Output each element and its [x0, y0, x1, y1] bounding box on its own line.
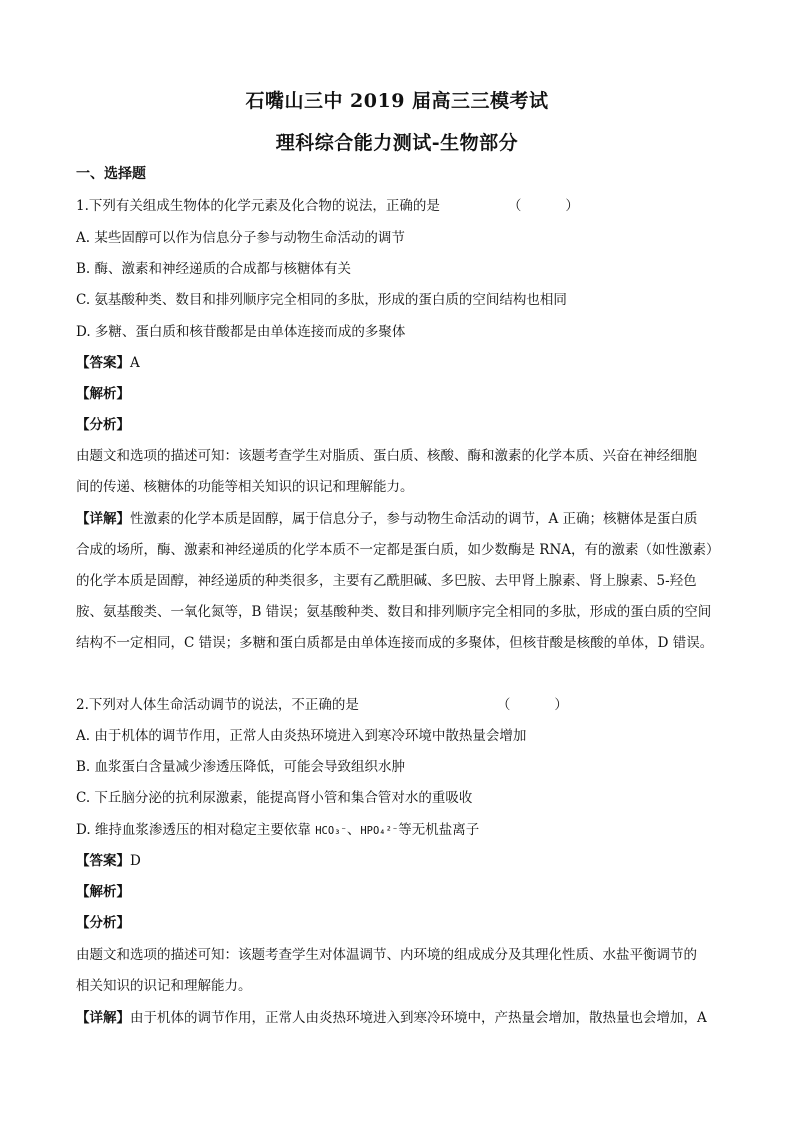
- answer-tag: 【答案】: [76, 355, 130, 371]
- question-1-option-c: C. 氨基酸种类、数目和排列顺序完全相同的多肽，形成的蛋白质的空间结构也相同: [76, 292, 567, 308]
- question-2-text: 2.下列对人体生命活动调节的说法，不正确的是: [76, 697, 359, 713]
- question-2-analysis-tag: 【分析】: [76, 915, 130, 931]
- ion-hydrogen-phosphate: HPO₄²⁻: [360, 825, 399, 837]
- section-heading: 一、选择题: [76, 166, 146, 182]
- detail-tag: 【详解】: [76, 511, 130, 527]
- question-1-detail-line-2: 合成的场所，酶、激素和神经递质的化学本质不一定都是蛋白质，如少数酶是 RNA，有的激素（如性激素）: [76, 542, 720, 558]
- question-1-option-d: D. 多糖、蛋白质和核苷酸都是由单体连接而成的多聚体: [76, 324, 406, 340]
- answer-value: A: [130, 355, 140, 371]
- question-2-option-d: D. 维持血浆渗透压的相对稳定主要依靠 HCO₃⁻、HPO₄²⁻等无机盐离子: [76, 822, 480, 838]
- question-1-option-b: B. 酶、激素和神经递质的合成都与核糖体有关: [76, 261, 352, 277]
- question-2-option-a: A. 由于机体的调节作用，正常人由炎热环境进入到寒冷环境中散热量会增加: [76, 728, 527, 744]
- question-1-detail-line-4: 胺、氨基酸类、一氧化氮等，B 错误；氨基酸种类、数目和排列顺序完全相同的多肽，形成的蛋白质的空间: [76, 604, 712, 620]
- question-1-answer-blank: （ ）: [507, 198, 579, 214]
- question-2-option-c: C. 下丘脑分泌的抗利尿激素，能提高肾小管和集合管对水的重吸收: [76, 790, 473, 806]
- question-1-analysis-line-1: 由题文和选项的描述可知：该题考查学生对脂质、蛋白质、核酸、酶和激素的化学本质、兴奋在神经细胞: [76, 448, 697, 464]
- question-1-detail-line-5: 结构不一定相同，C 错误；多糖和蛋白质都是由单体连接而成的多聚体，但核苷酸是核酸的单体，D 错误。: [76, 635, 714, 651]
- question-2-answer-blank: （ ）: [496, 697, 568, 713]
- ion-bicarbonate: HCO₃⁻: [315, 825, 347, 837]
- question-2-stem: [76, 696, 726, 714]
- question-1-analysis-line-2: 间的传递、核糖体的功能等相关知识的识记和理解能力。: [76, 479, 414, 495]
- question-2-answer: [76, 852, 726, 870]
- question-1-stem: [76, 197, 726, 215]
- detail-tag: 【详解】: [76, 1010, 130, 1026]
- question-1-detail-line-1: 【详解】性激素的化学本质是固醇，属于信息分子，参与动物生命活动的调节，A 正确；核糖体是蛋白质: [76, 511, 698, 527]
- question-1-text: 1.下列有关组成生物体的化学元素及化合物的说法，正确的是: [76, 198, 440, 214]
- question-2-explain-tag: 【解析】: [76, 884, 130, 900]
- question-2-detail-line-1: 【详解】由于机体的调节作用，正常人由炎热环境进入到寒冷环境中，产热量会增加，散热量也会增加，A: [76, 1010, 707, 1026]
- question-2-option-b: B. 血浆蛋白含量减少渗透压降低，可能会导致组织水肿: [76, 759, 406, 775]
- question-1-detail-line-3: 的化学本质是固醇，神经递质的种类很多，主要有乙酰胆碱、多巴胺、去甲肾上腺素、肾上腺素、5-羟色: [76, 573, 697, 589]
- answer-tag: 【答案】: [76, 853, 130, 869]
- document-title: 石嘴山三中 2019 届高三三模考试: [245, 90, 549, 112]
- document-subtitle: 理科综合能力测试-生物部分: [275, 132, 519, 154]
- question-1-answer: [76, 354, 726, 372]
- question-2-analysis-line-1: 由题文和选项的描述可知：该题考查学生对体温调节、内环境的组成成分及其理化性质、水盐平衡调节的: [76, 947, 697, 963]
- answer-value: D: [130, 853, 141, 869]
- question-1-option-a: A. 某些固醇可以作为信息分子参与动物生命活动的调节: [76, 230, 405, 246]
- question-1-analysis-tag: 【分析】: [76, 417, 130, 433]
- question-1-explain-tag: 【解析】: [76, 386, 130, 402]
- question-2-analysis-line-2: 相关知识的识记和理解能力。: [76, 978, 252, 994]
